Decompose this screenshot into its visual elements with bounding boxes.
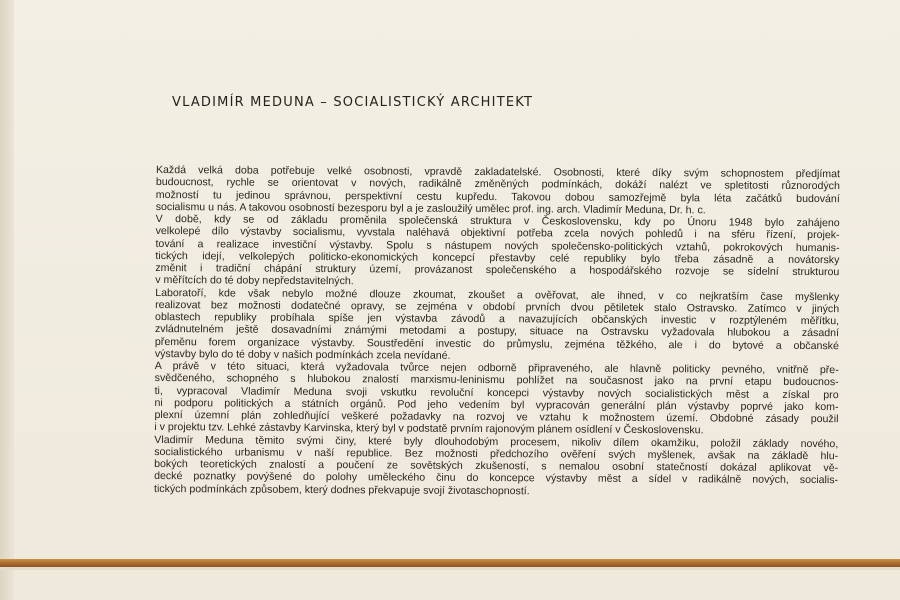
text-line: socialismu u nás. A takovou osobností bezesporu byl a je zasloužilý umělec prof. ing. arch. Vladimír Meduna, Dr. h. c.	[155, 200, 706, 217]
text-line: plexní územní plán zohledňující veškeré požadavky na rozvoj ve vztahu k možnostem území. Obdobné zásady použil	[154, 408, 839, 426]
text-line: V době, kdy se od základu proměnila společenská struktura v Československu, kdy po Únoru 1948 bylo zahájeno	[155, 212, 840, 230]
text-line: svědčeného, schopného s hlubokou znalostí marxismu-leninismu pohlížet na současnost jako na první etapu budoucnos-	[154, 372, 839, 389]
text-line: přeměnu forem organizace výstavby. Soustředění investic do průmyslu, zejména těžkého, ale i do bytové a občanské	[154, 335, 839, 352]
page-spine-shadow	[0, 0, 14, 600]
bottom-rule	[0, 559, 900, 567]
text-line: Vladimír Meduna těmito svými činy, které byly dlouhodobým procesem, nikoliv dílem okamžiku, položil základy nového,	[154, 433, 839, 450]
bottom-rule-shadow	[0, 567, 900, 570]
text-line: tování a realizace investiční výstavby. Spolu s nástupem nových společensko-politických vztahů, pokrokových humanis-	[155, 237, 840, 254]
text-line: Laboratoří, kde však nebylo možné dlouze zkoumat, zkoušet a ověřovat, ale ihned, v co nejkratším čase myšlenky	[155, 286, 840, 303]
text-line: změnit i tradiční chápání struktury území, provázanost společenského a hospodářského rozvoje se sídelní strukturou	[155, 261, 840, 279]
text-line: realizovat bez možnosti dodatečné opravy, se zejména v období prvních dvou pětiletek stalo Ostravsko. Zatímco v jiných	[155, 298, 840, 315]
text-line: velkolepé dílo výstavby socialismu, vyvstala naléhavá objektivní potřeba zcela nových pohledů i na sféru řízení, projek-	[155, 225, 840, 242]
text-line: budoucnost, rychle se orientovat v nových, radikálně změněných podmínkách, dokáží nalézt ve spletitosti různorodých	[155, 176, 840, 193]
text-line: i v projektu tzv. Lehké zástavby Karvinska, který byl v podstatě prvním rajonovým plánem osídlení v Československu.	[154, 421, 704, 437]
article-title: VLADIMÍR MEDUNA – SOCIALISTICKÝ ARCHITEKT	[172, 95, 534, 110]
text-line: ti, vypracoval Vladimír Meduna svoji vskutku revoluční koncepci výstavby nových socialistických měst a získal pro	[154, 384, 839, 401]
text-line: oblastech republiky probíhala spíše jen výstavba závodů a navazujících občanských investic v rozptýleném měřítku,	[155, 310, 840, 328]
text-line: výstavby bylo do té doby v našich podmínkách zcela nevídané.	[154, 347, 451, 362]
text-line: tických idejí, velkolepých politicko-ekonomických koncepcí přestavby celé republiky bylo třeba zásadně a novátorsky	[155, 249, 840, 266]
text-line: zvládnutelném ještě dosavadními známými metodami a postupy, situace na Ostravsku vyžadovala hlubokou a zásadní	[154, 323, 840, 340]
text-line: decké poznatky povýšené do polohy uměleckého činu do koncepce výstavby měst a sídel v radikálně nových, socialis-	[154, 470, 839, 487]
text-line: možností tu jedinou správnou, perspektivní cestu kupředu. Takovou dobou samozřejmě byla léta začátků budování	[155, 188, 840, 205]
text-line: Každá velká doba potřebuje velké osobnosti, vpravdě zakladatelské. Osobnosti, které díky svým schopnostem předjímat	[155, 164, 840, 181]
text-line: tických podmínkách způsobem, který dodnes překvapuje svojí životaschopností.	[153, 482, 530, 497]
text-line: socialistického urbanismu v naší republice. Bez možnosti předchozího ověření svých myšlenek, avšak na základě hlu-	[154, 445, 839, 462]
text-line: A právě v této situaci, která vyžadovala tvůrce nejen odborně připraveného, ale hlavně politicky pevného, vnitřně pře-	[154, 359, 839, 377]
text-line: v měřítcích do té doby nepředstavitelných.	[155, 274, 354, 288]
text-line: bokých teoretických znalostí a poučení ze sovětských zkušeností, s nemalou osobní statečností dokázal aplikovat vě-	[154, 457, 839, 475]
text-line: ni podporu politických a státních orgánů. Pod jeho vedením byl vypracován generální plán výstavby poprvé jako kom-	[154, 396, 839, 413]
article-body	[154, 164, 840, 499]
